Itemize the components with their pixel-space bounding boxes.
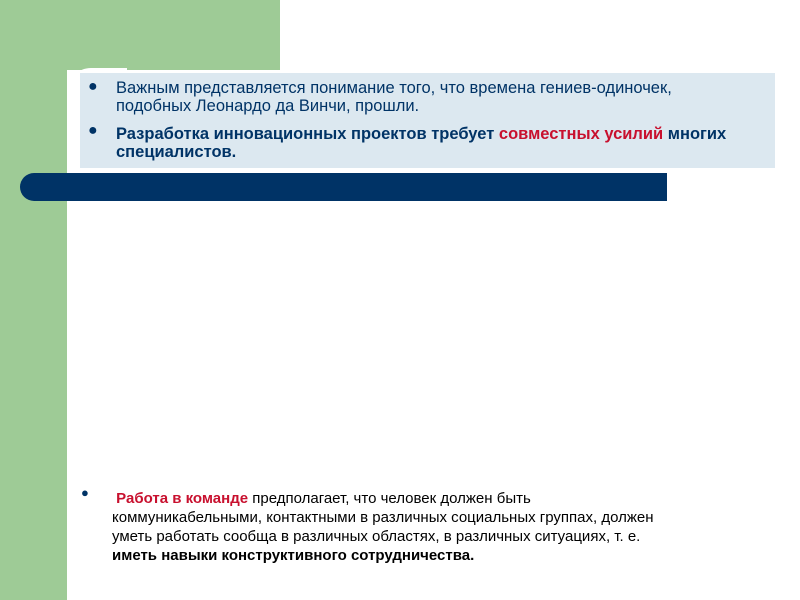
green-decor-left — [0, 0, 67, 600]
bullet-icon: ● — [88, 78, 98, 95]
bottom-bullet-text — [112, 489, 672, 565]
bullet-text-2 — [116, 125, 736, 161]
text: Разработка инновационных проектов требует — [116, 125, 499, 143]
highlight-text: Работа в команде — [116, 490, 249, 507]
text: многих специалистов. — [116, 125, 727, 161]
highlight-text: совместных усилий — [498, 125, 664, 143]
bullet-text-1: Важным представляется понимание того, что времена гениев-одиночек, подобных Леонардо да Винчи, прошли. — [116, 79, 672, 115]
bullet-icon: ● — [81, 485, 89, 500]
text: предполагает, что человек должен быть коммуникабельными, контактными в различных социальных группах, должен уметь работать сообща в различных областях, в различных ситуациях, т. е. — [112, 490, 654, 545]
bullet-icon: ● — [88, 122, 98, 139]
bold-text: иметь навыки конструктивного сотрудничества. — [112, 547, 475, 564]
title-bar — [20, 173, 667, 201]
